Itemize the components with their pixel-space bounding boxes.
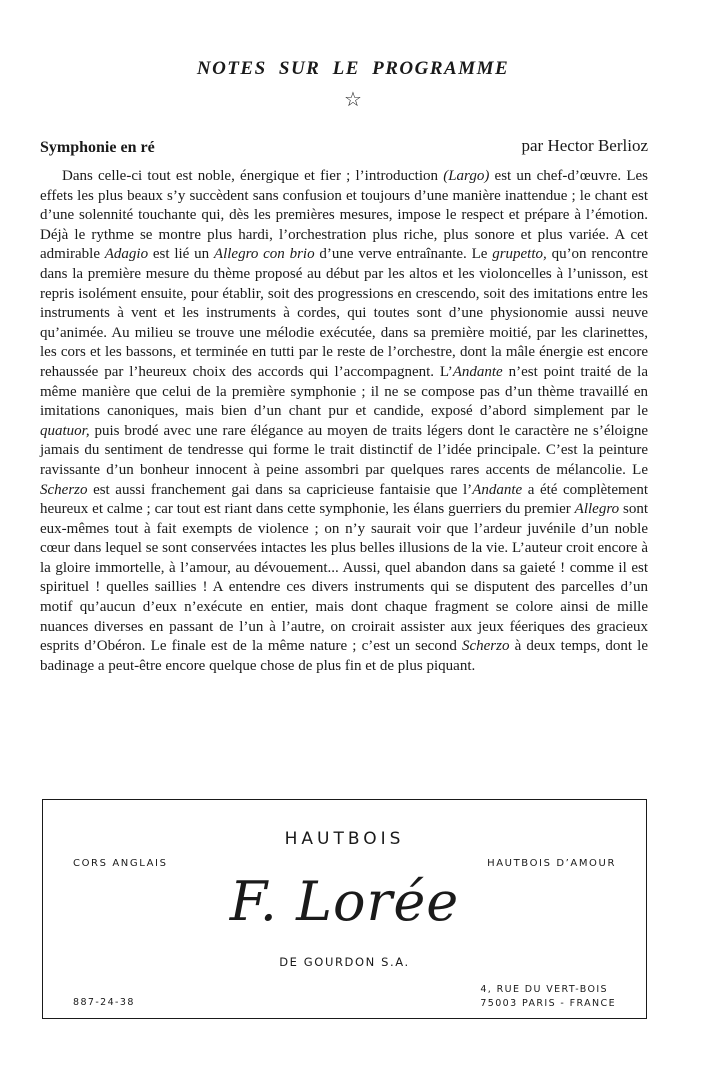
body-emphasis: Andante: [452, 363, 503, 380]
body-segment: est un chef-d’œuvre. Les effets les plus beaux s’y succèdent sans confusion et toujours d’une manière inattendue ; le chant est d’une solennité touchante qui, dès les premières mesures, impose le respect et prépare à l’émotion. Déjà le rythme se montre plus hardi, l’orchestration plus riche, plus sonore et plus variée. A cet admirable: [40, 168, 649, 263]
body-emphasis: Allegro con brio: [213, 246, 315, 263]
ad-logo: F. Lorée: [229, 870, 460, 933]
body-emphasis: quatuor,: [40, 422, 90, 439]
body-emphasis: Scherzo: [461, 638, 510, 655]
star-ornament-icon: ☆: [344, 89, 362, 111]
body-segment: est lié un: [148, 246, 214, 263]
body-emphasis: Adagio: [104, 246, 149, 263]
section-title: Symphonie en ré: [40, 139, 155, 156]
body-emphasis: Andante: [472, 481, 523, 498]
body-segment: puis brodé avec une rare élégance au moyen de traits légers dont le caractère ne s’éloigne jamais du sentiment de tendresse qui forme le trait distinctif de l’idée principale. C’est la peinture ravissante d’un bonheur innocent à peine assombri par quelques rares accents de mélancolie. Le: [40, 422, 648, 478]
body-emphasis: Allegro: [574, 501, 620, 518]
body-emphasis: (Largo): [443, 168, 490, 184]
body-segment: d’une verve entraînante. Le: [314, 246, 493, 263]
ad-right-label: HAUTBOIS D’AMOUR: [487, 858, 616, 869]
section-header: [40, 136, 648, 162]
page-title: NOTES SUR LE PROGRAMME: [196, 58, 510, 79]
body-segment: à deux temps, dont le badinage a peut-être encore quelque chose de plus fin et de plus piquant.: [40, 638, 648, 674]
ad-address-line2: 75003 PARIS - FRANCE: [480, 998, 616, 1009]
ad-address: [480, 983, 616, 1011]
body-segment: sont eux-mêmes tout à fait exempts de violence ; on n’y saurait voir que l’ardeur juvénile d’un noble cœur dans lequel se sont conservées intactes les plus belles illusions de la vie. L’auteur croit encore à la gloire immortelle, à l’amour, au dévouement... Aussi, quel abandon dans sa gaieté ! comme il est spirituel ! quelles saillies ! A entendre ces divers instruments qui se disputent des parcelles d’un motif qu’aucun d’eux n’exécute en entier, mais dont chaque fragment se colore ainsi de mille nuances diverses en passant de l’un à l’autre, on croirait assister aux jeux féeriques des gracieux esprits d’Obéron. Le finale est de la même nature ; c’est un second: [40, 501, 648, 655]
advertisement-box: [42, 799, 647, 1019]
program-note-text: [40, 167, 648, 676]
ad-address-line1: 4, RUE DU VERT-BOIS: [480, 984, 608, 995]
body-segment: n’est point traité de la même manière que celui de la première symphonie ; il ne se compose pas d’un thème travaillé en imitations canoniques, mais bien d’un chant pur et candide, exposé d’abord simplement par le: [40, 363, 648, 420]
body-emphasis: Scherzo: [40, 481, 88, 498]
body-segment: est aussi franchement gai dans sa capricieuse fantaisie que l’: [87, 481, 473, 498]
body-segment: qu’on rencontre dans la première mesure du thème proposé au début par les altos et les violoncelles à l’unisson, est repris isolément ensuite, pour établir, soit des progressions en crescendo, soit des imitations entre les instruments à vent et les instruments à cordes, qui toutes sont d’une physionomie aussi neuve qu’animée. Au milieu se trouve une mélodie exécutée, dans sa première moitié, par les clarinettes, les cors et les bassons, et terminée en tutti par le reste de l’orchestre, dont la mâle énergie est encore rehaussée par l’heureux choix des accords qui l’accompagnent. L’: [40, 246, 648, 380]
body-emphasis: grupetto,: [492, 246, 547, 263]
body-segment: Dans celle-ci tout est noble, énergique et fier ; l’introduction: [62, 168, 444, 184]
ad-phone: 887-24-38: [73, 997, 135, 1008]
ad-company: DE GOURDON S.A.: [279, 955, 410, 969]
ad-left-label: CORS ANGLAIS: [73, 858, 168, 869]
ad-headline: HAUTBOIS: [284, 829, 405, 849]
section-author: par Hector Berlioz: [521, 136, 648, 155]
body-segment: a été complètement heureux et calme ; car tout est riant dans cette symphonie, les élans guerriers du premier: [40, 481, 648, 518]
